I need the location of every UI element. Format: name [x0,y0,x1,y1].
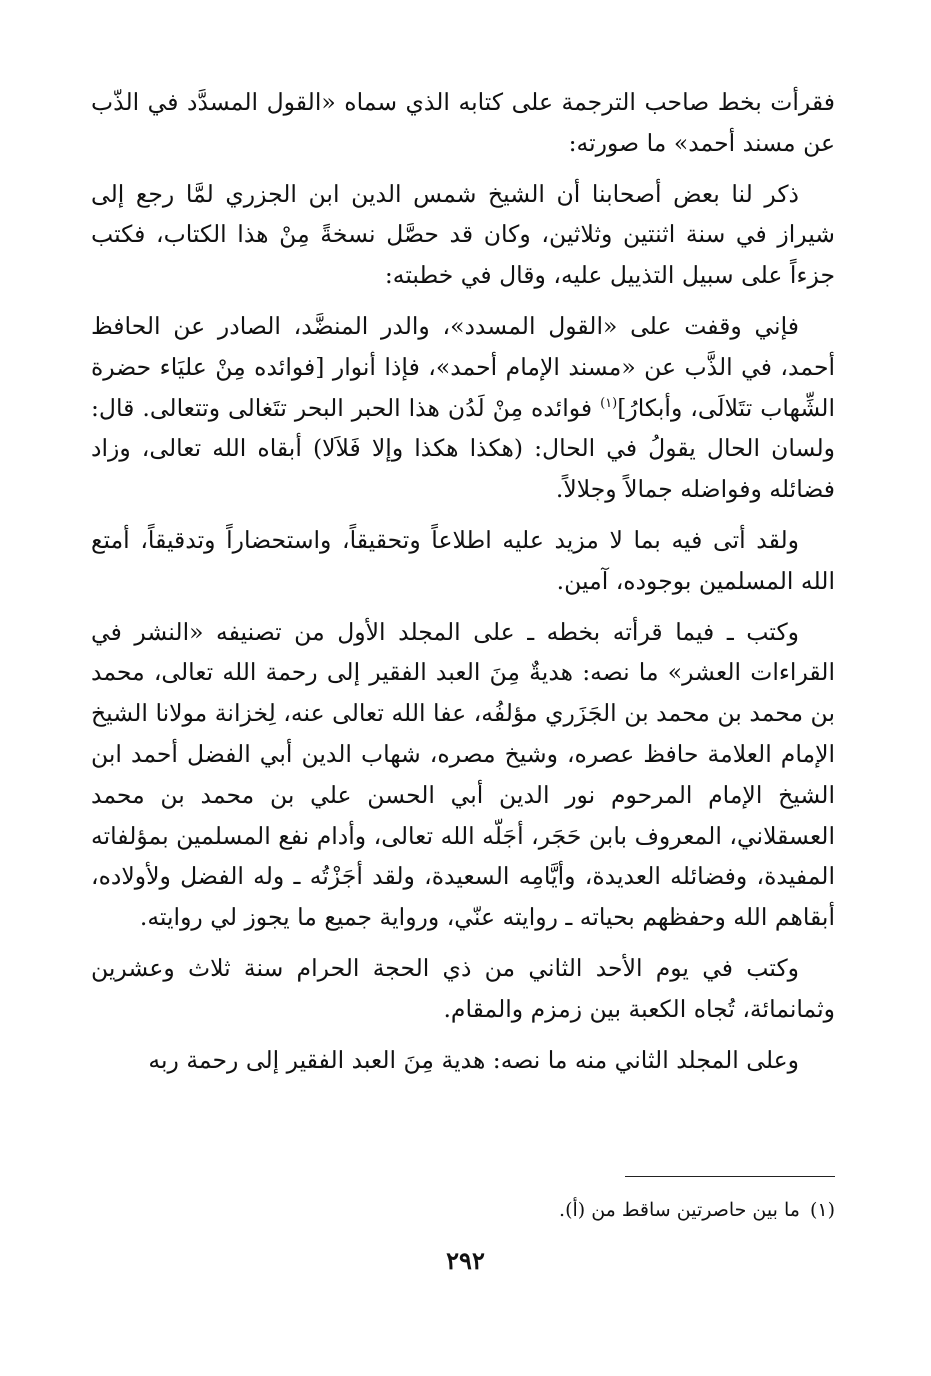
footnote-text: ما بين حاصرتين ساقط من (أ). [559,1199,800,1221]
page-number: ٢٩٢ [446,1246,485,1275]
footnote-divider [625,1176,835,1177]
paragraph-praise: ولقد أتى فيه بما لا مزيد عليه اطلاعاً وتحقيقاً، واستحضاراً وتدقيقاً، أمتع الله المسلمين بوجوده، آمين. [91,525,835,595]
footnote-number: (١) [809,1199,835,1221]
paragraph-quote [91,306,835,510]
paragraph-date: وكتب في يوم الأحد الثاني من ذي الحجة الحرام سنة ثلاث وعشرين وثمانمائة، تُجاه الكعبة بين زمزم والمقام. [91,953,835,1023]
quote-text-start: فإني وقفت على «القول المسدد»، والدر المنضَّد، الصادر عن الحافظ أحمد، في الذَّب عن «مسند الإمام أحمد»، فإذا أنوار [فوائده مِنْ عليَاء حضرة الشِّهاب تتَلالَى، وأبكارُ] [91,311,835,422]
paragraph-second-volume: وعلى المجلد الثاني منه ما نصه: هدية مِنَ العبد الفقير إلى رحمة ربه [148,1045,799,1074]
footnote [91,1196,835,1224]
paragraph-ibn-jazari: ذكر لنا بعض أصحابنا أن الشيخ شمس الدين ابن الجزري لمَّا رجع إلى شيراز في سنة اثنتين وثلاثين، وكان قد حصَّل نسخةً مِنْ هذا الكتاب، فكتب جزءاً على سبيل التذييل عليه، وقال في خطبته: [91,179,835,290]
paragraph-first-volume: وكتب ـ فيما قرأته بخطه ـ على المجلد الأول من تصنيفه «النشر في القراءات العشر» ما نصه: هديةٌ مِنَ العبد الفقير إلى رحمة الله تعالى، محمد بن محمد بن محمد بن الجَزَري مؤلفُه، عفا الله تعالى عنه، لِخزانة مولانا الشيخ الإمام العلامة حافظ عصره، وشيخ مصره، شهاب الدين أبي الفضل أحمد ابن الشيخ الإمام المرحوم نور الدين أبي الحسن علي بن محمد بن محمد العسقلاني، المعروف بابن حَجَر، أجَلّه الله تعالى، وأدام نفع المسلمين بمؤلفاته المفيدة، وفضائله العديدة، وأيَّامِه السعيدة، ولقد أجَزْتُه ـ وله الفضل ولأولاده، أبقاهم الله وحفظهم بحياته ـ روايته عنّي، ورواية جميع ما يجوز لي روايته. [91,617,835,932]
paragraph-intro: فقرأت بخط صاحب الترجمة على كتابه الذي سماه «القول المسدَّد في الذّب عن مسند أحمد» ما صورته: [91,88,835,157]
main-text [91,82,835,1090]
footnote-reference: (١) [600,395,618,411]
quote-text-end: فوائده مِنْ لَدُن هذا الحبر البحر تتَغالى وتتعالى. قال: ولسان الحال يقولُ في الحال: (هكذا هكذا وإلا فَلاَلا) أبقاه الله تعالى، وزاد فضائله وفواضله جمالاً وجلالاً. [91,393,835,504]
